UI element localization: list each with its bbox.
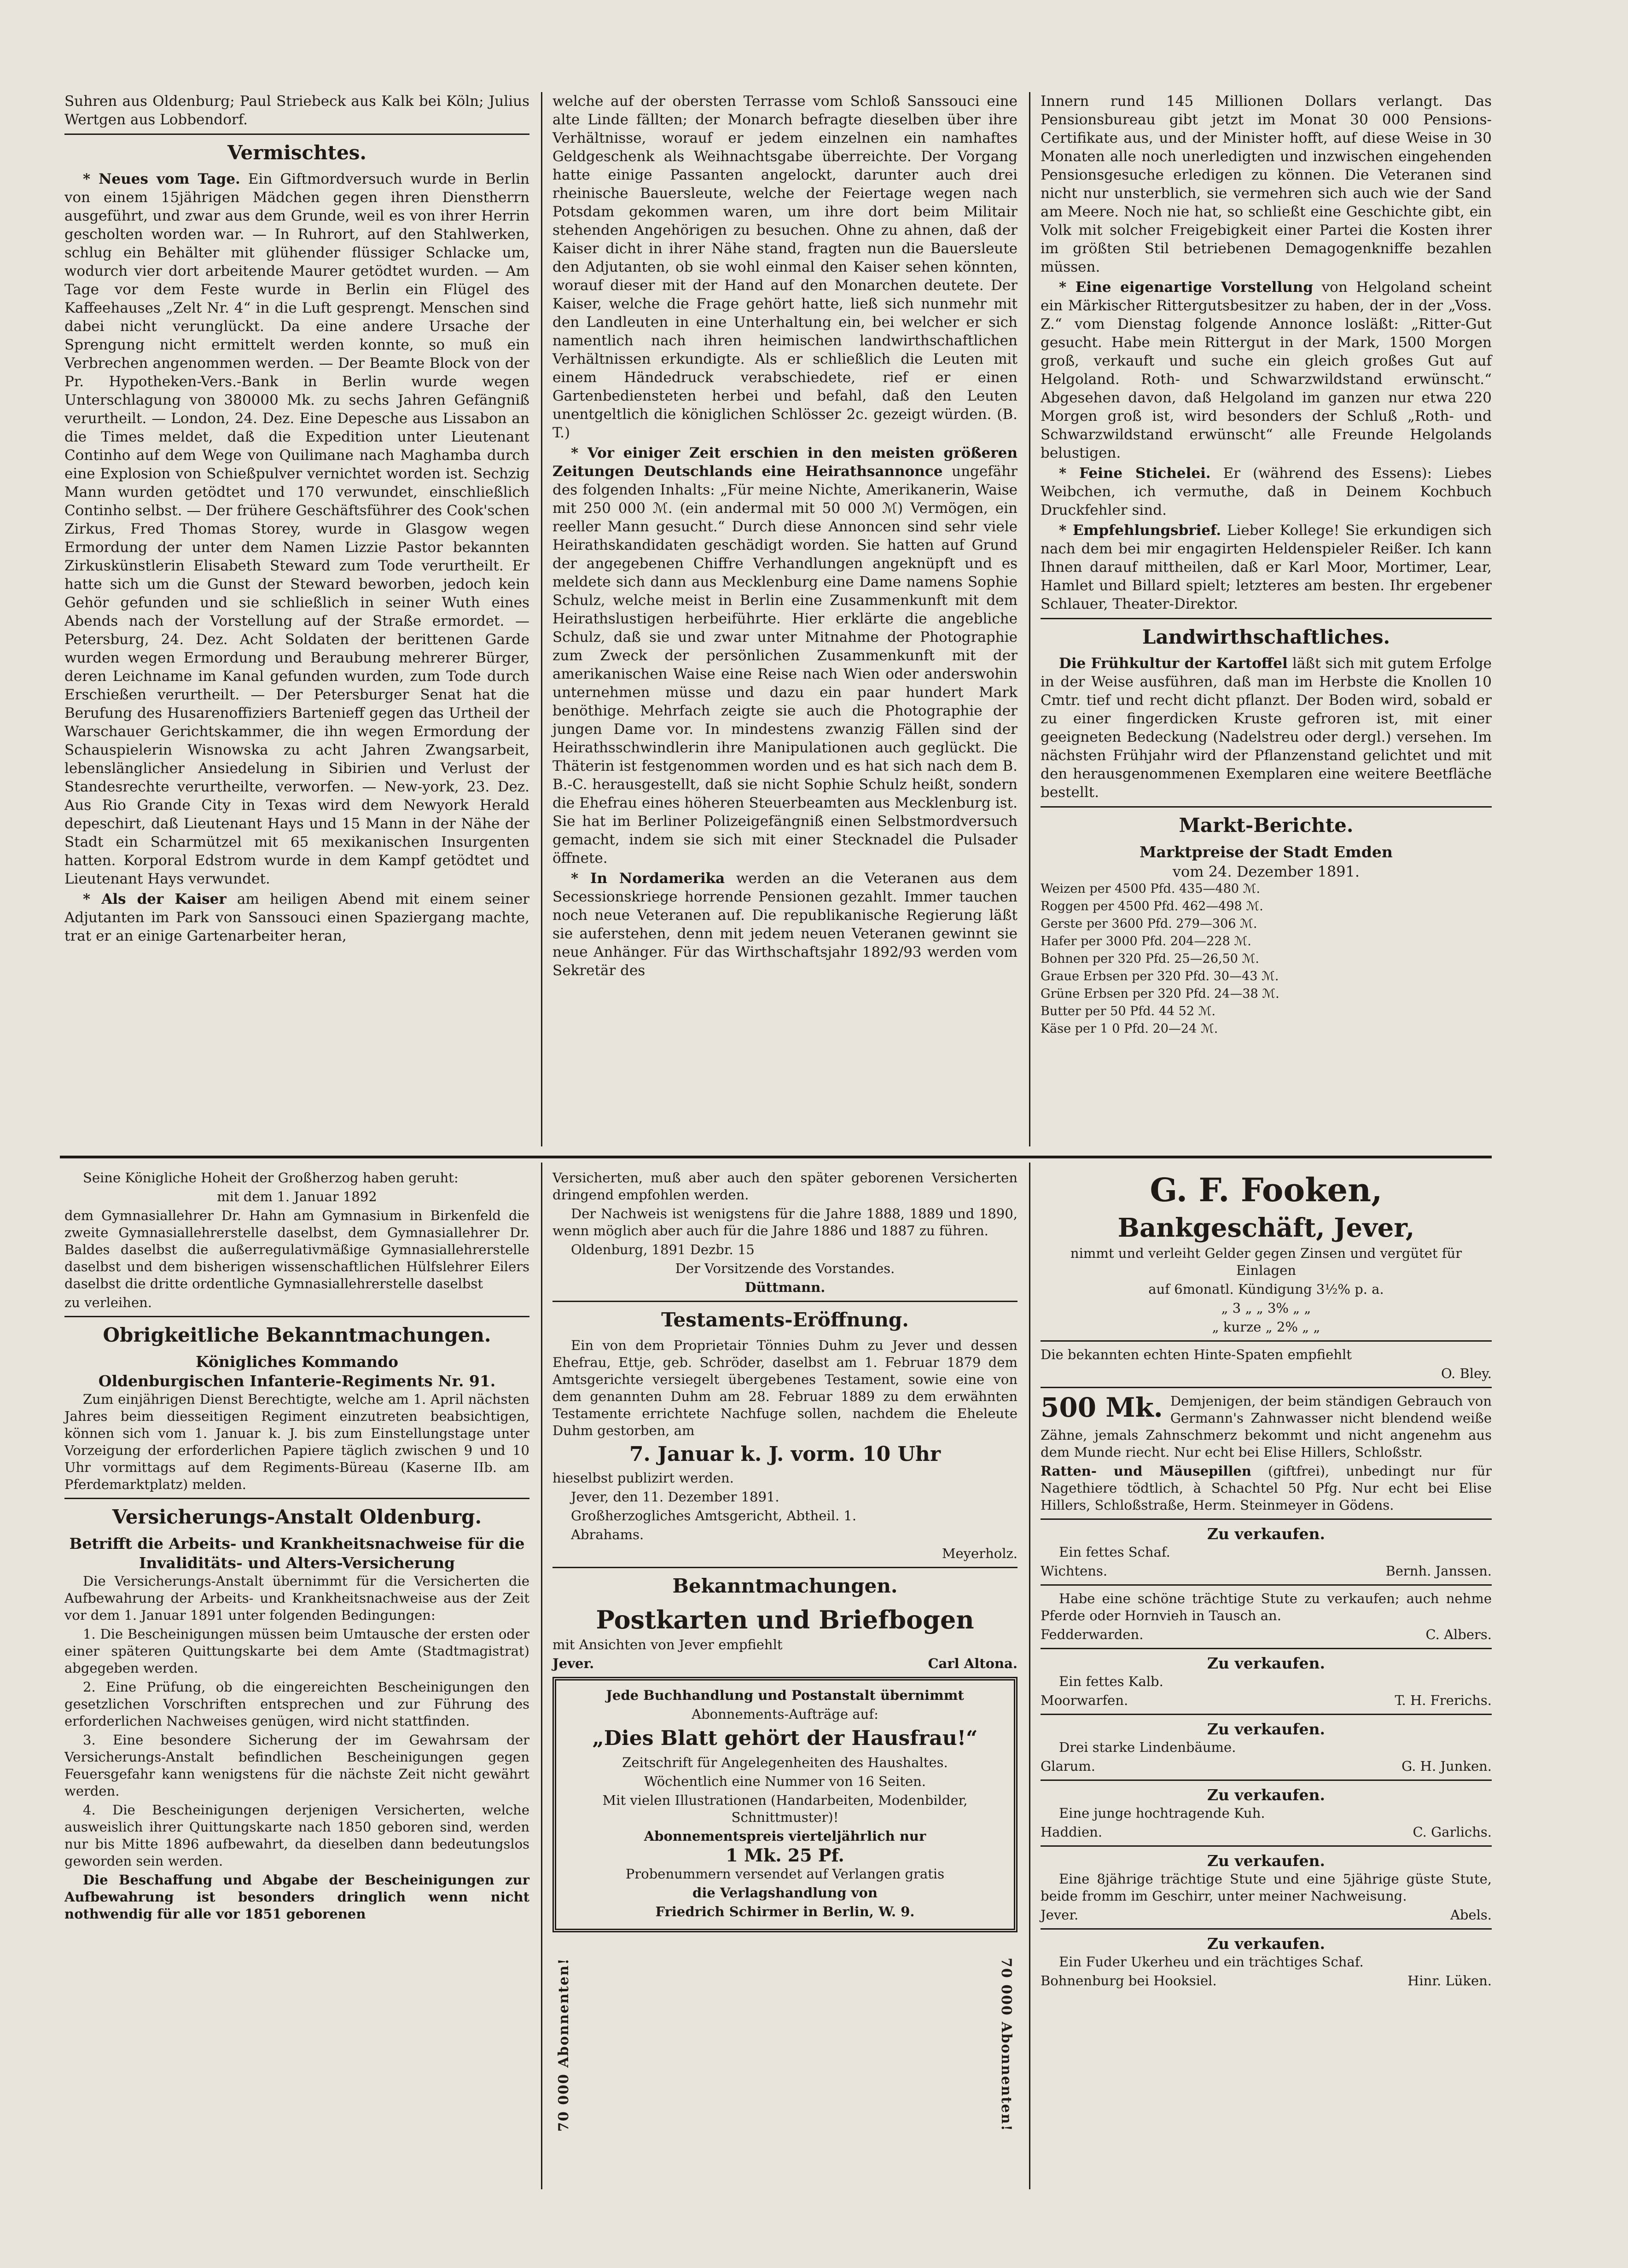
article-body: ungefähr des folgenden Inhalts: „Für meine Nichte, Amerikanerin, Waise mit 250 000 ℳ. (ein andermal mit 50 000 ℳ) Vermögen, ein reeller Mann gesucht.“ Durch diese Annoncen sind sehr viele Heirathskandidaten geschädigt worden. Sie hatten auf Grund der angegebenen Chiffre Verhandlungen angeknüpft und es meldete sich dann aus Mecklenburg eine Dame namens Sophie Schulz, welche meist in Berlin eine Zusammenkunft mit dem Heirathslustigen herbeiführte. Hier erklärte die angebliche Schulz, daß sie und zwar unter Mitnahme der Photographie zum Zweck der persönlichen Zusammenkunft mit der amerikanischen Waise eine Reise nach Wien oder anderswohin unternehmen müsse und dazu ein paar hundert Mark benöthige. Mehrfach zeigte sie auch die Photographie der jungen Dame vor. In mindestens zwanzig Fällen sind der Heirathsschwindlerin ihre Manipulationen auch geglückt. Die Thäterin ist festgenommen worden und es hat sich nach dem B. B.-C. herausgestellt, daß sie nicht Sophie Schulz heißt, sondern die Ehefrau eines höheren Steuerbeamten aus Mecklenburg ist. Sie hat im Berliner Polizeigefängniß einen Selbstmordversuch gemacht, indem sie sich mit einer Stecknadel die Pulsader öffnete. <box>552 463 1017 866</box>
divider <box>552 1301 1017 1302</box>
ad-text: (giftfrei), unbedingt nur für Nagethiere tödtlich, à Schachtel 50 Pfg. Nur echt bei Elise Hillers, Schloßstraße, Herm. Steinmeyer in Gödens. <box>1041 1463 1492 1513</box>
ad-title-postkarten: Postkarten und Briefbogen <box>596 1605 974 1634</box>
article-kaiser-continued: welche auf der obersten Terrasse vom Schloß Sanssouci eine alte Linde fällten; der Monarch befragte dieselben über ihre Verhältnisse, worauf er jedem einzelnen ein namhaftes Geldgeschenk als Weihnachtsgabe überreichte. Der Vorgang hatte einige Passanten angelockt, darunter auch drei rheinische Bauersleute, welche der Feiertage wegen nach Potsdam gekommen waren, um ihre dort beim Militair stehenden Angehörigen zu besuchen. Ohne zu ahnen, daß der Kaiser dicht in ihrer Nähe stand, fragten nun die Bauersleute den Adjutanten, ob sie wohl einmal den Kaiser sehen könnten, worauf dieser mit der Hand auf den Monarchen deutete. Der Kaiser, welche die Frage gehört hatte, ließ sich nunmehr mit den Landleuten in eine Unterhaltung ein, bei welcher er sich namentlich nach ihren heimischen landwirthschaftlichen Verhältnissen erkundigte. Als er schließlich die Leuten mit einem Händedruck verabschiedete, rief er einen Gartenbediensteten herbei und befahl, daß den Leuten unentgeltlich die königlichen Schlösser 2c. gezeigt würden. (B. T.) <box>552 93 1017 441</box>
classified-ad <box>1041 1780 1492 1841</box>
divider <box>1041 1648 1492 1649</box>
notice-text: Versicherten, muß aber auch den später geborenen Versicherten dringend empfohlen werden. <box>552 1170 1017 1203</box>
classified-footer <box>1041 1563 1492 1580</box>
section-heading-testament: Testaments-Eröffnung. <box>661 1308 909 1331</box>
notice-signature: Meyerholz. <box>942 1546 1017 1561</box>
classified-place: Fedderwarden. <box>1041 1627 1144 1642</box>
ad-side-text-right: 70 000 Abonnenten! <box>998 1958 1014 2132</box>
notice-text: 4. Die Bescheinigungen derjenigen Versicherten, welche ausweislich ihrer Quittungskarte nach 1850 geboren sind, werden nur bis Mitte 1896 aufbewahrt, da dieselben dann bedeutungslos geworden sein werden. <box>64 1802 529 1869</box>
classified-place: Moorwarfen. <box>1041 1692 1128 1708</box>
classified-footer <box>1041 1972 1492 1989</box>
classified-name: C. Garlichs. <box>1413 1824 1492 1840</box>
ad-lead: Ratten- und Mäusepillen <box>1041 1463 1252 1479</box>
classified-heading: Zu verkaufen. <box>1207 1786 1326 1804</box>
article-body: Er (während des Essens): Liebes Weibchen, ich vermuthe, daß in Deinem Kochbuch Druckfehler sind. <box>1041 465 1492 518</box>
column-2 <box>552 92 1017 982</box>
notice-text: Abrahams. <box>571 1527 644 1542</box>
column-divider <box>541 92 542 1146</box>
classified-place: Jever. <box>1041 1907 1079 1923</box>
article-lead: * Als der Kaiser <box>83 891 227 907</box>
bottom-column-3 <box>1041 1169 1492 1989</box>
column-1 <box>64 92 529 947</box>
market-date: vom 24. Dezember 1891. <box>1172 863 1360 880</box>
notice-text: Zum einjährigen Dienst Berechtigte, welche am 1. April nächsten Jahres beim diesseitigen Regiment einzutreten beabsichtigen, können sich vom 1. Januar k. J. bis zum Einstellungstage unter Vorzeigung der erforderlichen Papiere täglich zwischen 9 und 10 Uhr vormittags auf dem Regiments-Büreau (Kaserne IIb. am Pferdemarktplatz) melden. <box>64 1391 529 1492</box>
classified-footer <box>1041 1626 1492 1643</box>
price-row: Graue Erbsen per 320 Pfd. 30—43 ℳ. <box>1041 969 1279 983</box>
article-nordamerika-continued: Innern rund 145 Millionen Dollars verlangt. Das Pensionsbureau gibt jetzt im Monat 30 000 Pensions-Certifikate aus, und der Minister hofft, auf diese Weise in 30 Monaten alle noch unerledigten und inzwischen eingehenden Pensionsgesuche erledigen zu können. Die Veteranen sind nicht nur unsterblich, sie vermehren sich auch wie der Sand am Meere. Noch nie hat, so schließt eine Geschichte gibt, ein Volk mit solcher Freigebigkeit einer Partei die Kosten ihrer im größten Stil betriebenen Demagogenkniffe bezahlen müssen. <box>1041 93 1492 275</box>
section-heading-markt: Markt-Berichte. <box>1179 814 1354 837</box>
classified-heading: Zu verkaufen. <box>1207 1720 1326 1738</box>
ad-text: Mit vielen Illustrationen (Handarbeiten, Modenbilder, Schnittmuster)! <box>602 1792 968 1825</box>
classified-place: Glarum. <box>1041 1758 1095 1774</box>
classified-name: Bernh. Janssen. <box>1385 1563 1492 1579</box>
classified-ad <box>1041 1714 1492 1775</box>
article-vorstellung <box>1041 278 1492 462</box>
classified-text: Ein fettes Kalb. <box>1059 1674 1163 1689</box>
classified-name: Abels. <box>1450 1907 1492 1923</box>
notice-subtitle: Oldenburgischen Infanterie-Regiments Nr. 91. <box>98 1372 496 1390</box>
intro-text: Suhren aus Oldenburg; Paul Striebeck aus Kalk bei Köln; Julius Wertgen aus Lobbendorf. <box>64 93 529 128</box>
classified-place: Wichtens. <box>1041 1563 1108 1579</box>
ad-text: Friedrich Schirmer in Berlin, W. 9. <box>655 1904 915 1919</box>
notice-text: Großherzogliches Amtsgericht, Abtheil. 1. <box>571 1508 857 1524</box>
divider <box>1041 1928 1492 1930</box>
price-row: Grüne Erbsen per 320 Pfd. 24—38 ℳ. <box>1041 987 1279 1001</box>
ad-text: nimmt und verleiht Gelder gegen Zinsen und vergütet für Einlagen <box>1070 1245 1462 1278</box>
article-body: läßt sich mit gutem Erfolge in der Weise ausführen, daß man im Herbste die Knollen 10 Cmtr. tief und recht dicht pflanzt. Der Boden wird, sobald er zu einer fingerdicken Kruste gefroren ist, mit einer geeigneten Bedeckung (Nadelstreu oder dergl.) versehen. Im nächsten Frühjahr wird der Pflanzenstand gelichtet und mit den herausgenommenen Exemplaren eine weitere Beetfläche bestellt. <box>1041 655 1492 801</box>
newspaper-page <box>55 83 1492 2201</box>
article-nordamerika <box>552 869 1017 980</box>
classified-footer <box>1041 1692 1492 1709</box>
notice-text: Der Nachweis ist wenigstens für die Jahre 1888, 1889 und 1890, wenn möglich aber auch für die Jahre 1886 und 1887 zu führen. <box>552 1206 1017 1239</box>
column-divider <box>1029 1163 1030 2189</box>
divider <box>64 134 529 135</box>
classified-text: Habe eine schöne trächtige Stute zu verkaufen; auch nehme Pferde oder Hornvieh in Tausch an. <box>1041 1591 1492 1623</box>
column-3 <box>1041 92 1492 1039</box>
ad-box-hausfrau <box>552 1677 1017 2132</box>
classified-text: Eine 8jährige trächtige Stute und eine 5jährige güste Stute, beide fromm im Geschirr, unter meiner Nachweisung. <box>1041 1871 1492 1904</box>
divider <box>552 1567 1017 1568</box>
classified-footer <box>1041 1824 1492 1841</box>
article-body: am heiligen Abend mit einem seiner Adjutanten im Park von Sanssouci einen Spaziergang machte, trat er an einige Gartenarbeiter heran, <box>64 891 529 944</box>
price-row: Weizen per 4500 Pfd. 435—480 ℳ. <box>1041 882 1261 896</box>
column-divider <box>1029 92 1030 1146</box>
ad-text: Demjenigen, der beim ständigen Gebrauch von Germann's Zahnwasser nicht blendend weiße Zähne, jemals Zahnschmerz bekommt und nicht angenehm aus dem Munde riecht. Nur echt bei Elise Hillers, Schloßstr. <box>1041 1393 1492 1460</box>
article-lead: * Eine eigenartige Vorstellung <box>1059 279 1313 296</box>
article-body: Ein Giftmordversuch wurde in Berlin von einem 15jährigen Mädchen gegen ihren Dienstherrn ausgeführt, und zwar aus dem Grunde, weil es von ihrer Herrin gescholten worden war. — In Ruhrort, auf den Stahlwerken, schlug ein Behälter mit glühender flüssiger Schlacke um, wodurch vier dort arbeitende Maurer getödtet wurden. — Am Tage vor dem Feste wurde in Berlin ein Flügel des Kaffeehauses „Zelt Nr. 4“ in die Luft gesprengt. Menschen sind dabei nicht verunglückt. Da eine andere Ursache der Sprengung nicht ermittelt werden konnte, so muß ein Verbrechen angenommen werden. — Der Beamte Block von der Pr. Hypotheken-Vers.-Bank in Berlin wurde wegen Unterschlagung von 380000 Mk. zu sechs Jahren Gefängniß verurtheilt. — London, 24. Dez. Eine Depesche aus Lissabon an die Times meldet, daß die Expedition unter Lieutenant Continho auf dem Wege von Quilimane nach Maghamba durch eine Explosion von Schießpulver vernichtet worden ist. Sechzig Mann wurden getödtet und 170 verwundet, einschließlich Continho selbst. — Der frühere Geschäftsführer des Cook'schen Zirkus, Fred Thomas Storey, wurde in Glasgow wegen Ermordung der unter dem Namen Lizzie Pastor bekannten Zirkuskünstlerin Elisabeth Steward zum Tode verurtheilt. Er hatte sich um die Gunst der Steward beworben, jedoch kein Gehör gefunden und sie schließlich in seiner Wuth eines Abends nach der Vorstellung auf der Straße ermordet. — Petersburg, 24. Dez. Acht Soldaten der berittenen Garde wurden wegen Ermordung und Beraubung mehrerer Bürger, deren Leichname im Kanal gefunden wurden, zum Tode durch Erschießen verurtheilt. — Der Petersburger Senat hat die Berufung des Husarenoffiziers Bartenieff gegen das Urtheil der Warschauer Gerichtskammer, die ihn wegen Ermordung der Schauspielerin Wisnowska zu acht Jahren Zwangsarbeit, lebenslänglicher Ansiedelung in Sibirien und Verlust der Standesrechte verurtheilte, verworfen. — New-york, 23. Dez. Aus Rio Grande City in Texas wird dem Newyork Herald depeschirt, daß Lieutenant Hays und 15 Mann in der Nähe der Stadt ein Scharmützel mit 65 mexikanischen Insurgenten hatten. Korporal Edstrom wurde in dem Kampf getödtet und Lieutenant Hays verwundet. <box>64 171 530 887</box>
notice-text: 1. Die Bescheinigungen müssen beim Umtausche der ersten oder einer späteren Quittungskarte bei dem Amte (Stadtmagistrat) abgegeben werden. <box>64 1626 529 1676</box>
classified-ad <box>1041 1928 1492 1989</box>
divider <box>64 1498 529 1499</box>
notice-text: Jever, den 11. Dezember 1891. <box>571 1489 779 1505</box>
article-heirathsannonce <box>552 444 1017 867</box>
classified-heading: Zu verkaufen. <box>1207 1654 1326 1672</box>
article-kaiser <box>64 890 529 945</box>
ad-text: „ kurze „ 2% „ „ <box>1212 1319 1320 1335</box>
divider <box>1041 1845 1492 1847</box>
classified-place: Haddien. <box>1041 1824 1103 1840</box>
section-heading-landwirthschaftliches: Landwirthschaftliches. <box>1142 626 1390 648</box>
price-row: Bohnen per 320 Pfd. 25—26,50 ℳ. <box>1041 952 1259 966</box>
ad-price: 1 Mk. 25 Pf. <box>726 1845 844 1866</box>
notice-text: Seine Königliche Hoheit der Großherzog haben geruht: <box>83 1170 459 1186</box>
classified-text: Eine junge hochtragende Kuh. <box>1059 1805 1265 1821</box>
ad-500mk-title: 500 Mk. <box>1041 1392 1163 1423</box>
article-lead: * Empfehlungsbrief. <box>1059 522 1221 539</box>
notice-text: 3. Eine besondere Sicherung der im Gewahrsam der Versicherungs-Anstalt befindlichen Bescheinigungen gegen Feuersgefahr kann wenigstens für die nächste Zeit nicht gewährt werden. <box>64 1732 529 1799</box>
divider <box>1041 1387 1492 1388</box>
classified-ad <box>1041 1845 1492 1924</box>
price-row: Hafer per 3000 Pfd. 204—228 ℳ. <box>1041 934 1251 948</box>
notice-text: 2. Eine Prüfung, ob die eingereichten Bescheinigungen den gesetzlichen Vorschriften entsprechen und zur Führung des erforderlichen Nachweises genügen, wird nicht stattfinden. <box>64 1679 529 1729</box>
ad-text: die Verlagshandlung von <box>692 1885 878 1901</box>
article-lead: * Vor einiger Zeit erschien in den meisten größeren Zeitungen Deutschlands eine Heirathsannonce <box>552 445 1017 480</box>
ad-text: „ 3 „ „ 3% „ „ <box>1221 1300 1311 1316</box>
ad-text: mit Ansichten von Jever empfiehlt <box>552 1637 783 1652</box>
notice-text: hieselbst publizirt werden. <box>552 1470 734 1486</box>
notice-text: Der Vorsitzende des Vorstandes. <box>675 1261 895 1276</box>
ad-text: Jede Buchhandlung und Postanstalt übernimmt <box>606 1687 964 1703</box>
divider <box>1041 1714 1492 1715</box>
ad-text: Wöchentlich eine Nummer von 16 Seiten. <box>644 1774 926 1789</box>
ad-text: auf 6monatl. Kündigung 3½% p. a. <box>1148 1281 1384 1297</box>
notice-text: Oldenburg, 1891 Dezbr. 15 <box>571 1242 755 1257</box>
market-subtitle: Marktpreise der Stadt Emden <box>1140 843 1393 861</box>
section-heading-versicherung: Versicherungs-Anstalt Oldenburg. <box>112 1506 482 1528</box>
classified-heading: Zu verkaufen. <box>1207 1852 1326 1870</box>
divider <box>1041 806 1492 808</box>
ad-text: Probenummern versendet auf Verlangen gratis <box>625 1866 945 1882</box>
divider <box>1041 618 1492 619</box>
section-heading-obrigkeitlich: Obrigkeitliche Bekanntmachungen. <box>103 1324 491 1346</box>
classified-footer <box>1041 1758 1492 1775</box>
classified-name: Hinr. Lüken. <box>1407 1973 1492 1989</box>
ad-signature: O. Bley. <box>1441 1366 1492 1381</box>
article-lead: * Neues vom Tage. <box>83 171 240 187</box>
ad-text: Abonnements-Aufträge auf: <box>692 1706 878 1722</box>
classified-text: Drei starke Lindenbäume. <box>1059 1739 1236 1755</box>
section-heading-bekanntmachungen: Bekanntmachungen. <box>672 1575 898 1597</box>
article-body: werden an die Veteranen aus dem Secessionskriege horrende Pensionen gezahlt. Immer tauchen noch neue Veteranen auf. Die republikanische Regierung läßt sie auferstehen, denn mit jedem neuen Veteranen gewinnt sie neue Anhänger. Für das Wirthschaftsjahr 1892/93 werden vom Sekretär des <box>552 870 1017 979</box>
article-empfehlungsbrief <box>1041 521 1492 613</box>
ad-box-content <box>570 1687 1000 1920</box>
notice-date-big: 7. Januar k. J. vorm. 10 Uhr <box>629 1442 941 1466</box>
classified-ad <box>1041 1584 1492 1643</box>
classified-name: T. H. Frerichs. <box>1395 1692 1492 1708</box>
divider <box>1041 1340 1492 1342</box>
classified-name: G. H. Junken. <box>1401 1758 1492 1774</box>
section-heading-vermischtes: Vermischtes. <box>227 141 367 164</box>
ad-text: Zeitschrift für Angelegenheiten des Haushaltes. <box>622 1755 948 1770</box>
divider <box>1041 1584 1492 1586</box>
notice-text: zu verleihen. <box>64 1295 152 1310</box>
bottom-column-1 <box>64 1169 529 1925</box>
classified-ad <box>1041 1648 1492 1709</box>
price-row: Käse per 1 0 Pfd. 20—24 ℳ. <box>1041 1022 1218 1036</box>
classified-place: Bohnenburg bei Hooksiel. <box>1041 1973 1217 1989</box>
article-neues-vom-tage <box>64 170 529 888</box>
notice-date: mit dem 1. Januar 1892 <box>217 1189 377 1204</box>
ad-title-fooken: G. F. Fooken, <box>1150 1171 1383 1209</box>
article-stichelei <box>1041 464 1492 519</box>
ad-text: Die bekannten echten Hinte-Spaten empfiehlt <box>1041 1347 1352 1362</box>
divider <box>1041 1518 1492 1520</box>
article-lead: * In Nordamerika <box>571 870 725 887</box>
notice-signature: Düttmann. <box>744 1279 826 1295</box>
ad-500mk <box>1041 1393 1492 1461</box>
classified-heading: Zu verkaufen. <box>1207 1525 1326 1543</box>
price-row: Gerste per 3600 Pfd. 279—306 ℳ. <box>1041 917 1257 931</box>
ad-subtitle-bank: Bankgeschäft, Jever, <box>1117 1213 1415 1243</box>
ad-footer-row <box>552 1655 1017 1672</box>
section-divider <box>60 1156 1492 1158</box>
article-lead: * Feine Stichelei. <box>1059 465 1211 482</box>
classified-text: Ein fettes Schaf. <box>1059 1544 1170 1560</box>
column-divider <box>541 1163 542 2189</box>
ad-side-text-left: 70 000 Abonnenten! <box>556 1958 572 2132</box>
classified-heading: Zu verkaufen. <box>1207 1935 1326 1953</box>
ad-place: Jever. <box>552 1656 594 1671</box>
notice-text: Die Beschaffung und Abgabe der Bescheinigungen zur Aufbewahrung ist besonders dringlich wenn nicht nothwendig für alle vor 1851 geborenen <box>64 1872 529 1922</box>
price-row: Butter per 50 Pfd. 44 52 ℳ. <box>1041 1004 1216 1018</box>
divider <box>1041 1780 1492 1781</box>
price-list <box>1041 881 1492 1037</box>
notice-subtitle: Königliches Kommando <box>195 1353 399 1371</box>
ad-ratten <box>1041 1463 1492 1514</box>
notice-subtitle: Betrifft die Arbeits- und Krankheitsnachweise für die Invaliditäts- und Alters-Versicherung <box>69 1535 525 1572</box>
classified-ad <box>1041 1518 1492 1580</box>
article-lead: Die Frühkultur der Kartoffel <box>1059 655 1288 672</box>
price-row: Roggen per 4500 Pfd. 462—498 ℳ. <box>1041 899 1263 913</box>
ad-title-hausfrau: „Dies Blatt gehört der Hausfrau!“ <box>592 1727 978 1750</box>
classified-footer <box>1041 1907 1492 1924</box>
notice-text: Die Versicherungs-Anstalt übernimmt für die Versicherten die Aufbewahrung der Arbeits- und Krankheitsnachweise aus der Zeit vor dem 1. Januar 1891 unter folgenden Bedingungen: <box>64 1573 529 1623</box>
ad-name: Carl Altona. <box>928 1656 1017 1671</box>
notice-text: Ein von dem Proprietair Tönnies Duhm zu Jever und dessen Ehefrau, Ettje, geb. Schröder, daselbst am 1. Februar 1879 dem Amtsgerichte versiegelt übergebenes Testament, sowie eine von dem genannten Duhm am 28. Februar 1889 zu dem erwähnten Testamente errichtete Nachfuge sollen, nachdem die Eheleute Duhm gestorben, am <box>552 1338 1017 1438</box>
bottom-column-2 <box>552 1169 1017 2132</box>
classified-ads <box>1041 1518 1492 1989</box>
article-kartoffel <box>1041 654 1492 802</box>
article-body: von Helgoland scheint ein Märkischer Rittergutsbesitzer zu haben, der in der „Voss. Z.“ vom Dienstag folgende Annonce losläßt: „Ritter-Gut gesucht. Habe mein Rittergut in der Mark, 1500 Morgen groß, verkauft und suche ein gleich großes Gut auf Helgoland. Roth- und Schwarzwildstand erwünscht.“ Abgesehen davon, daß Helgoland im ganzen nur etwa 220 Morgen groß ist, wird besonders der Schluß „Roth- und Schwarzwildstand erwünscht“ alle Freunde Helgolands belustigen. <box>1041 279 1492 461</box>
notice-text: dem Gymnasiallehrer Dr. Hahn am Gymnasium in Birkenfeld die zweite Gymnasiallehrerstelle daselbst, dem Gymnasiallehrer Dr. Baldes daselbst die außerregulativmäßige Gymnasiallehrerstelle daselbst und dem bisherigen wissenschaftlichen Hülfslehrer Eilers daselbst die dritte ordentliche Gymnasiallehrerstelle daselbst <box>64 1208 529 1291</box>
divider <box>64 1316 529 1317</box>
article-body: Lieber Kollege! Sie erkundigen sich nach dem bei mir engagirten Heldenspieler Reißer. Ich kann Ihnen darauf mittheilen, daß er Karl Moor, Mortimer, Lear, Hamlet und Billard spielt; letzteres am besten. Ihr ergebener Schlauer, Theater-Direktor. <box>1041 522 1492 612</box>
classified-text: Ein Fuder Ukerheu und ein trächtiges Schaf. <box>1059 1954 1364 1970</box>
classified-name: C. Albers. <box>1425 1627 1492 1642</box>
ad-text: Abonnementspreis vierteljährlich nur <box>644 1828 926 1844</box>
